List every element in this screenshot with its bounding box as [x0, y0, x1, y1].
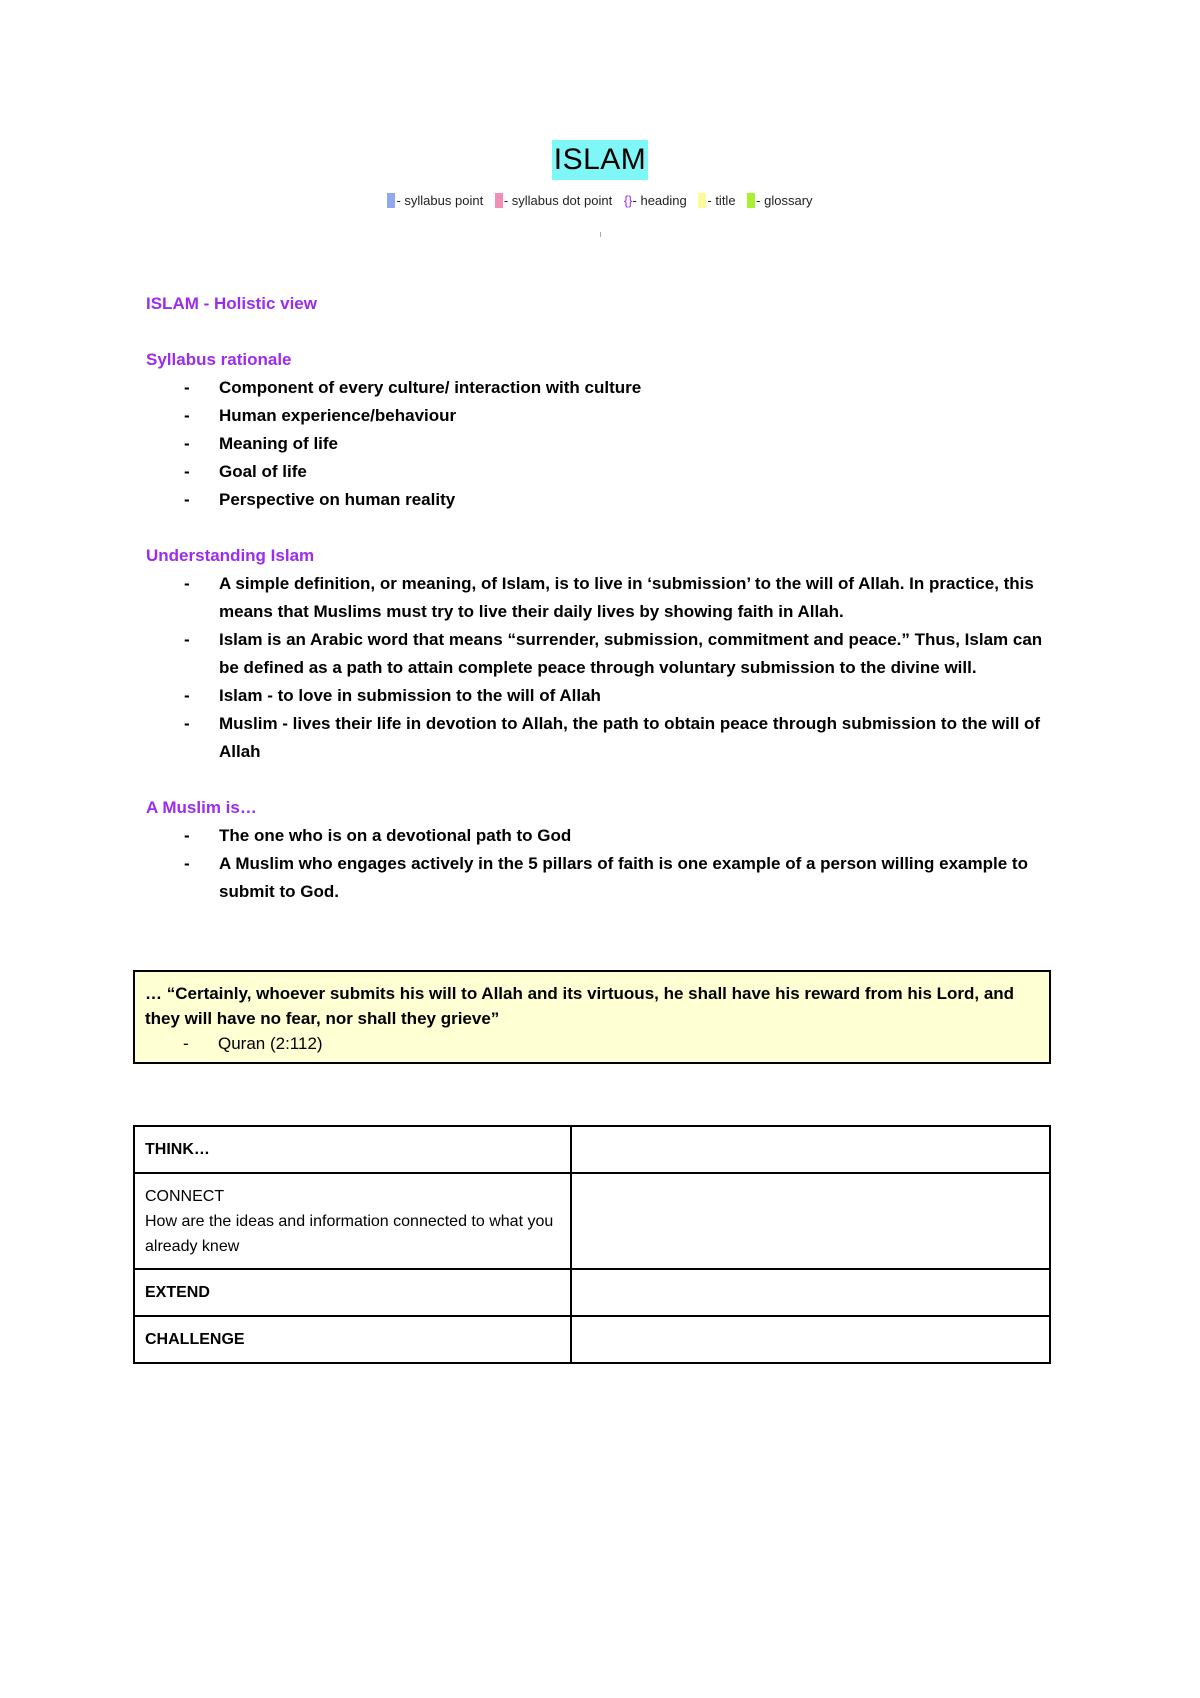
list-item: - Islam - to love in submission to the will of Allah	[146, 682, 1066, 710]
table-row	[134, 1316, 1050, 1363]
connect-response-cell[interactable]	[571, 1173, 1050, 1269]
list-item: - Perspective on human reality	[146, 486, 1066, 514]
cursor-mark	[600, 232, 601, 237]
list-item: - Goal of life	[146, 458, 1066, 486]
color-legend	[0, 193, 1200, 208]
page-title: ISLAM	[552, 140, 649, 180]
legend-swatch-blue	[387, 193, 395, 208]
row-label: EXTEND	[145, 1284, 210, 1301]
list-item: - Human experience/behaviour	[146, 402, 1066, 430]
legend-title	[698, 193, 735, 208]
list-item: - Islam is an Arabic word that means “surrender, submission, commitment and peace.” Thus, Islam can be defined as a path to attain complete peace through voluntary submission to the divine will.	[146, 626, 1066, 682]
list-item: - The one who is on a devotional path to God	[146, 822, 1066, 850]
heading-syllabus-rationale: Syllabus rationale	[146, 350, 292, 369]
legend-label: - glossary	[756, 193, 813, 208]
quote-source: - Quran (2:112)	[145, 1031, 1039, 1056]
legend-swatch-yellow	[698, 193, 706, 208]
title-block	[0, 140, 1200, 180]
think-connect-extend-challenge-table	[133, 1125, 1051, 1364]
row-description: How are the ideas and information connected to what you already knew	[145, 1213, 554, 1255]
table-row	[134, 1126, 1050, 1173]
heading-a-muslim-is: A Muslim is…	[146, 798, 257, 817]
legend-label: - syllabus point	[396, 193, 484, 208]
list-item: - A simple definition, or meaning, of Islam, is to live in ‘submission’ to the will of Allah. In practice, this means that Muslims must try to live their daily lives by showing faith in Allah.	[146, 570, 1066, 626]
legend-label: - title	[707, 193, 736, 208]
list-item: - Meaning of life	[146, 430, 1066, 458]
quran-quote-box	[133, 970, 1051, 1064]
legend-swatch-pink	[495, 193, 503, 208]
row-label: THINK…	[145, 1141, 210, 1158]
legend-swatch-green	[747, 193, 755, 208]
think-label-cell	[134, 1126, 571, 1173]
list-item: - Muslim - lives their life in devotion to Allah, the path to obtain peace through submission to the will of Allah	[146, 710, 1066, 766]
legend-brace-marker: {}	[623, 193, 633, 208]
legend-syllabus-dot-point	[495, 193, 612, 208]
challenge-response-cell[interactable]	[571, 1316, 1050, 1363]
extend-response-cell[interactable]	[571, 1269, 1050, 1316]
understanding-list	[146, 570, 1066, 766]
row-label: CONNECT	[145, 1188, 225, 1205]
table-row	[134, 1269, 1050, 1316]
list-item: - A Muslim who engages actively in the 5 pillars of faith is one example of a person willing example to submit to God.	[146, 850, 1066, 906]
rationale-list	[146, 374, 1066, 514]
extend-label-cell	[134, 1269, 571, 1316]
legend-syllabus-point	[387, 193, 483, 208]
row-label: CHALLENGE	[145, 1331, 245, 1348]
challenge-label-cell	[134, 1316, 571, 1363]
main-content	[146, 290, 1066, 906]
connect-label-cell	[134, 1173, 571, 1269]
legend-label: - heading	[632, 193, 687, 208]
table-row	[134, 1173, 1050, 1269]
muslim-is-list	[146, 822, 1066, 906]
legend-glossary	[747, 193, 812, 208]
list-item: - Component of every culture/ interaction with culture	[146, 374, 1066, 402]
quote-text: … “Certainly, whoever submits his will to Allah and its virtuous, he shall have his reward from his Lord, and they will have no fear, nor shall they grieve”	[145, 984, 1015, 1028]
think-response-cell[interactable]	[571, 1126, 1050, 1173]
legend-label: - syllabus dot point	[503, 193, 613, 208]
legend-heading	[624, 193, 687, 208]
heading-holistic-view: ISLAM - Holistic view	[146, 294, 317, 313]
heading-understanding-islam: Understanding Islam	[146, 546, 315, 565]
